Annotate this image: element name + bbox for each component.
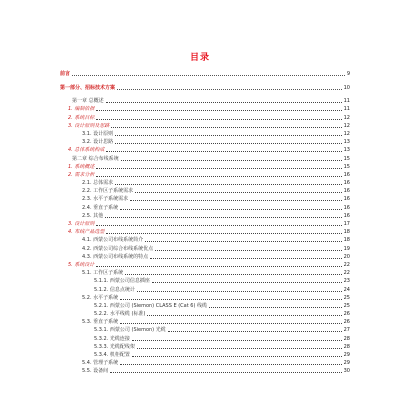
toc-entry-label: 5.5. 设备间	[82, 368, 109, 375]
toc-entry-label: 4. 布线产品选型	[68, 229, 105, 236]
toc-entry-label: 4.1. 西蒙公司布线系统简介	[82, 237, 144, 244]
toc-entry-label: 5.2.1. 西蒙公司 (Siemon) CLASS E (Cat 6) 线缆	[94, 302, 207, 309]
toc-entry[interactable]	[60, 276, 350, 284]
toc-entry-label: 5.4. 管理子系统	[82, 360, 119, 367]
toc-leader-dots	[115, 134, 341, 136]
toc-entry[interactable]	[60, 342, 350, 350]
toc-entry-page: 13	[343, 139, 350, 146]
toc-leader-dots	[96, 167, 341, 169]
toc-entry[interactable]	[60, 153, 350, 161]
toc-entry-page: 24	[343, 286, 350, 293]
toc-entry-label: 前言	[60, 71, 71, 77]
toc-entry-page: 16	[343, 212, 350, 219]
toc-entry-page: 12	[343, 114, 350, 121]
table-of-contents	[60, 68, 350, 374]
toc-leader-dots	[120, 208, 341, 210]
toc-entry-page: 25	[343, 302, 350, 309]
toc-entry-page: 28	[343, 335, 350, 342]
toc-entry-label: 5.3.1. 西蒙公司 (Siemon) 光缆	[94, 327, 166, 334]
toc-leader-dots	[125, 273, 341, 275]
toc-entry-page: 10	[343, 85, 350, 91]
toc-entry-page: 26	[343, 311, 350, 318]
toc-leader-dots	[96, 175, 341, 177]
toc-entry[interactable]	[60, 317, 350, 325]
toc-entry-page: 9	[346, 71, 350, 77]
toc-entry[interactable]	[60, 358, 350, 366]
toc-entry-label: 5.1. 工作区子系统	[82, 270, 124, 277]
toc-entry-page: 22	[343, 270, 350, 277]
toc-entry-label: 第一章 总概述	[72, 98, 104, 105]
toc-entry[interactable]	[60, 162, 350, 170]
toc-entry-label: 2.5. 其他	[82, 212, 104, 219]
toc-entry-page: 30	[343, 368, 350, 375]
toc-entry-page: 16	[343, 188, 350, 195]
toc-entry[interactable]	[60, 211, 350, 219]
toc-entry-page: 17	[343, 221, 350, 227]
toc-entry-label: 3. 设计原则及思路	[68, 122, 110, 129]
toc-entry-page: 20	[343, 253, 350, 260]
toc-entry[interactable]	[60, 309, 350, 317]
toc-leader-dots	[120, 363, 341, 365]
toc-entry-label: 4.3. 西蒙公司布线系统的特点	[82, 253, 149, 260]
toc-leader-dots	[120, 322, 341, 324]
toc-leader-dots	[209, 306, 342, 308]
toc-leader-dots	[132, 355, 342, 357]
toc-leader-dots	[132, 339, 342, 341]
toc-entry[interactable]	[60, 252, 350, 260]
toc-leader-dots	[106, 150, 341, 152]
toc-entry-page: 18	[343, 237, 350, 244]
toc-entry-label: 第二章 综合布线系统	[72, 155, 119, 162]
toc-entry-page: 11	[343, 106, 350, 113]
toc-entry-label: 1. 系统概述	[68, 163, 95, 170]
toc-leader-dots	[130, 199, 341, 201]
toc-leader-dots	[137, 290, 342, 292]
toc-entry-label: 2.2. 工作区子系统需求	[82, 188, 134, 195]
toc-entry-page: 13	[343, 147, 350, 154]
toc-entry-page: 16	[343, 196, 350, 203]
toc-entry[interactable]	[60, 170, 350, 178]
toc-entry[interactable]	[60, 235, 350, 243]
toc-leader-dots	[111, 126, 341, 128]
toc-leader-dots	[117, 88, 342, 90]
toc-entry-label: 3.2. 设计思路	[82, 139, 114, 146]
toc-entry[interactable]	[60, 145, 350, 153]
toc-entry[interactable]	[60, 112, 350, 120]
toc-leader-dots	[110, 371, 341, 373]
toc-entry-label: 1. 编制依据	[68, 106, 95, 113]
toc-entry-label: 5. 系统设计	[68, 261, 95, 268]
toc-entry[interactable]	[60, 333, 350, 341]
toc-leader-dots	[106, 232, 341, 234]
toc-entry[interactable]	[60, 137, 350, 145]
toc-entry-label: 2.3. 水平子系统需求	[82, 196, 129, 203]
toc-entry-page: 25	[343, 294, 350, 301]
toc-entry[interactable]	[60, 82, 350, 91]
toc-entry-page: 28	[343, 343, 350, 350]
toc-entry-label: 5.3.3. 光缆配线架	[94, 343, 135, 350]
toc-leader-dots	[96, 265, 341, 267]
toc-entry-label: 5.2. 水平子系统	[82, 294, 119, 301]
toc-entry[interactable]	[60, 268, 350, 276]
toc-leader-dots	[145, 240, 341, 242]
toc-leader-dots	[115, 142, 341, 144]
toc-entry[interactable]	[60, 243, 350, 251]
toc-entry-page: 27	[343, 327, 350, 334]
toc-entry-page: 18	[343, 229, 350, 236]
toc-entry[interactable]	[60, 96, 350, 104]
toc-entry-label: 4.2. 西蒙公司综合布线系统优点	[82, 245, 154, 252]
toc-entry[interactable]	[60, 194, 350, 202]
toc-entry-label: 5.1.2. 信息点统计	[94, 286, 135, 293]
toc-entry-label: 2. 需求分析	[68, 171, 95, 178]
toc-leader-dots	[96, 109, 341, 111]
toc-leader-dots	[115, 183, 341, 185]
toc-leader-dots	[106, 101, 342, 103]
toc-leader-dots	[147, 314, 341, 316]
toc-entry-page: 29	[343, 352, 350, 358]
toc-leader-dots	[150, 257, 341, 259]
toc-entry[interactable]	[60, 178, 350, 186]
toc-entry-page: 23	[343, 278, 350, 285]
toc-entry-page: 16	[343, 171, 350, 178]
toc-entry-page: 29	[343, 360, 350, 367]
toc-entry[interactable]	[60, 104, 350, 112]
toc-entry[interactable]	[60, 219, 350, 227]
toc-leader-dots	[72, 74, 345, 76]
toc-entry-page: 19	[343, 245, 350, 252]
toc-leader-dots	[135, 191, 341, 193]
toc-leader-dots	[168, 330, 342, 332]
toc-entry-label: 5.2.2. 水平线缆 (标准)	[94, 311, 146, 318]
toc-entry-label: 4. 总体系统构成	[68, 147, 105, 154]
toc-entry-page: 26	[343, 319, 350, 326]
toc-entry[interactable]	[60, 68, 350, 77]
toc-entry[interactable]	[60, 366, 350, 374]
toc-entry-page: 15	[343, 155, 350, 162]
toc-title: 目录	[189, 53, 210, 63]
toc-entry-page: 16	[343, 180, 350, 187]
toc-entry[interactable]	[60, 129, 350, 137]
toc-entry-page: 16	[343, 204, 350, 211]
toc-leader-dots	[137, 347, 342, 349]
toc-entry-label: 2.1. 总体需求	[82, 180, 114, 187]
toc-entry-page: 11	[343, 98, 350, 105]
toc-entry[interactable]	[60, 301, 350, 309]
toc-leader-dots	[152, 281, 342, 283]
toc-entry-page: 12	[343, 130, 350, 137]
toc-entry-label: 3. 设计原则	[68, 221, 95, 227]
toc-entry[interactable]	[60, 186, 350, 194]
toc-leader-dots	[96, 224, 341, 226]
toc-leader-dots	[96, 118, 341, 120]
toc-entry[interactable]	[60, 293, 350, 301]
toc-entry-page: 22	[343, 261, 350, 268]
toc-entry-page: 12	[343, 122, 350, 129]
toc-leader-dots	[120, 298, 341, 300]
toc-entry-label: 5.1.1. 西蒙公司信息插座	[94, 278, 150, 285]
toc-entry-label: 5.3.4. 机柜配置	[94, 352, 130, 358]
toc-entry[interactable]	[60, 325, 350, 333]
toc-entry-label: 2.4. 垂直子系统	[82, 204, 119, 211]
toc-entry-label: 2. 系统目标	[68, 114, 95, 121]
toc-entry[interactable]	[60, 350, 350, 358]
toc-leader-dots	[121, 159, 342, 161]
toc-leader-dots	[105, 216, 341, 218]
toc-leader-dots	[155, 249, 341, 251]
toc-entry-page: 15	[343, 163, 350, 170]
toc-entry-label: 5.3.2. 光缆连接	[94, 335, 130, 342]
toc-entry[interactable]	[60, 202, 350, 210]
toc-entry-label: 第一部分、招标技术方案	[60, 85, 116, 91]
toc-entry[interactable]	[60, 260, 350, 268]
toc-entry[interactable]	[60, 284, 350, 292]
toc-entry-label: 5.3. 垂直子系统	[82, 319, 119, 326]
toc-entry-label: 3.1. 设计原则	[82, 130, 114, 137]
toc-entry[interactable]	[60, 121, 350, 129]
toc-entry[interactable]	[60, 227, 350, 235]
